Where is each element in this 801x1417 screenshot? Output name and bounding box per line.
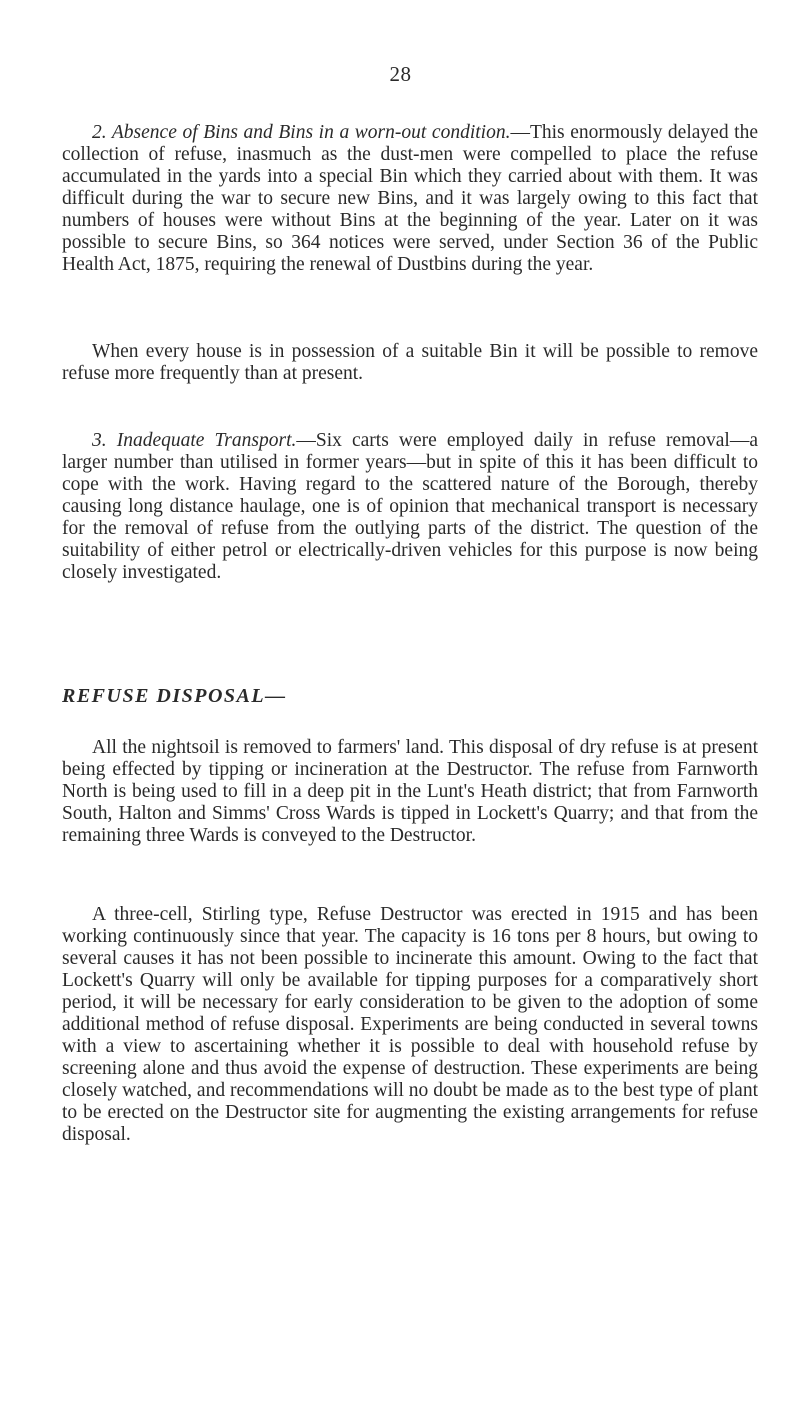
paragraph-refuse-disposal-1: All the nightsoil is removed to farmers' land. This disposal of dry refuse is at present being effected by tipping or incineration at the Destructor. The refuse from Farnworth North is being used to fill in a deep pit in the Lunt's Heath district; that from Farnworth South, Halton and Simms' Cross Wards is tipped in Lockett's Quarry; and that from the remaining three Wards is conveyed to the Destructor. [62,737,758,846]
item-text-inadequate-transport: —Six carts were employed daily in refuse removal—a larger number than utilised in former years—but in spite of this it has been difficult to cope with the work. Having regard to the scattered nature of the Borough, thereby causing long distance haulage, one is of opinion that mechanical transport is necessary for the removal of refuse from the outlying parts of the district. The question of the suitability of either petrol or electrically-driven vehicles for this purpose is now being closely investigated. [62,430,758,583]
item-text-absence-of-bins: —This enormously delayed the collection of refuse, inasmuch as the dust-men were compelled to place the refuse accumulated in the yards into a special Bin which they carried about with them. It was difficult during the war to secure new Bins, and it was largely owing to this fact that numbers of houses were without Bins at the beginning of the year. Later on it was possible to secure Bins, so 364 notices were served, under Section 36 of the Public Health Act, 1875, requiring the renewal of Dustbins during the year. [62,122,759,275]
paragraph-absence-of-bins [62,122,758,276]
paragraph-refuse-disposal-2: A three-cell, Stirling type, Refuse Destructor was erected in 1915 and has been working continuously since that year. The capacity is 16 tons per 8 hours, but owing to several causes it has not been possible to incinerate this amount. Owing to the fact that Lockett's Quarry will only be available for tipping purposes for a comparatively short period, it will be necessary for early consideration to be given to the adoption of some additional method of refuse disposal. Experiments are being conducted in several towns with a view to ascertaining whether it is possible to deal with household refuse by screening alone and thus avoid the expense of destruction. These experiments are being closely watched, and recommendations will no doubt be made as to the best type of plant to be erected on the Destructor site for augmenting the existing arrangements for refuse disposal. [62,904,758,1145]
section-heading-refuse-disposal: REFUSE DISPOSAL— [62,685,287,707]
page-number: 28 [389,62,412,86]
item-heading-inadequate-transport: 3. Inadequate Transport. [92,430,297,451]
paragraph-inadequate-transport [62,430,758,584]
item-heading-absence-of-bins: 2. Absence of Bins and Bins in a worn-out condition. [92,122,511,143]
paragraph-bins-possession: When every house is in possession of a suitable Bin it will be possible to remove refuse more frequently than at present. [62,341,758,384]
